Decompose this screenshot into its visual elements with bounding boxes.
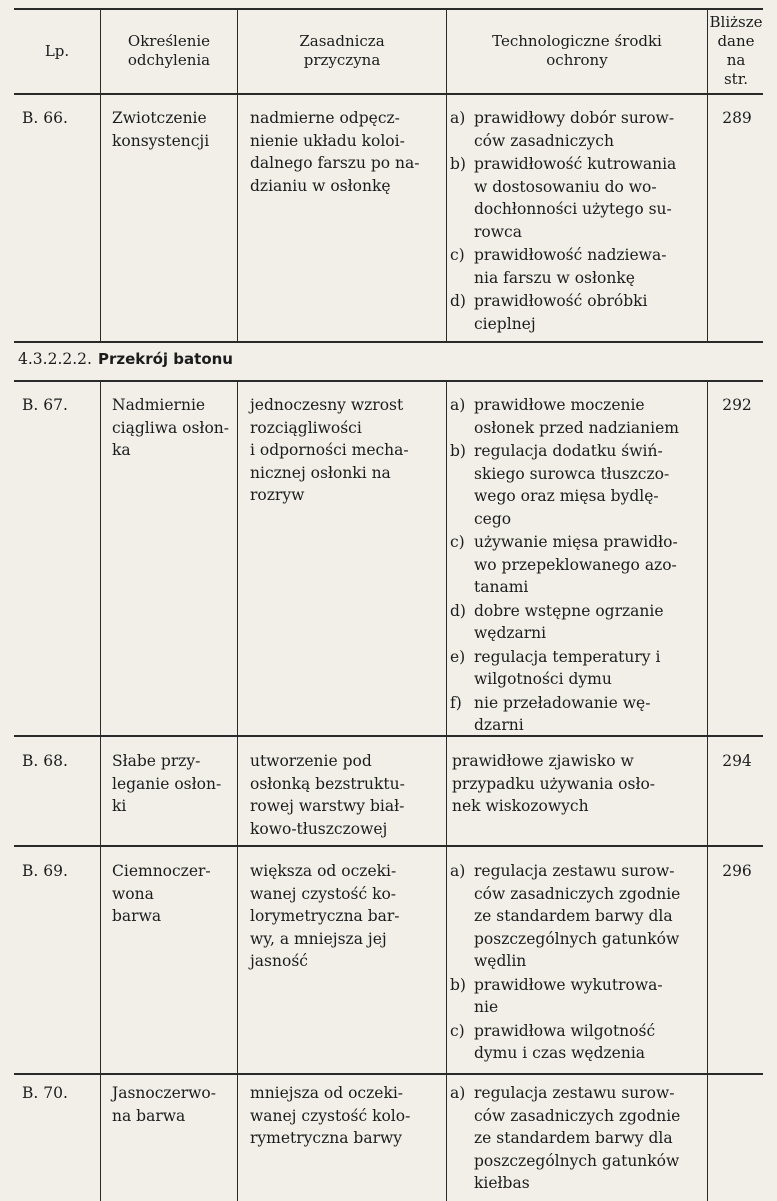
row-srodki-list: [450, 107, 705, 336]
item-text: regulacja dodatku świń- skiego surowca tłuszczo- wego oraz mięsa bydlę- cego: [474, 442, 670, 528]
list-item: [450, 600, 705, 645]
list-item: [450, 1020, 705, 1065]
row-srodki-list: [450, 1082, 705, 1196]
col-divider: [100, 381, 101, 1201]
item-letter: d): [450, 601, 466, 620]
list-item: [450, 646, 705, 691]
row-srodki-list: [450, 860, 705, 1066]
row-strona: 292: [722, 396, 752, 414]
item-letter: b): [450, 975, 466, 994]
col-divider: [446, 381, 447, 1201]
row-lp: B. 67.: [22, 396, 68, 414]
section-title: Przekrój batonu: [97, 350, 233, 368]
list-item: [450, 531, 705, 599]
item-letter: b): [450, 442, 466, 460]
row-przyczyna: większa od oczeki- wanej czystość ko- lorymetryczna bar- wy, a mniejsza jej jasność: [250, 862, 400, 970]
item-letter: a): [450, 396, 466, 414]
item-text: regulacja zestawu surow- ców zasadniczych zgodnie ze standardem barwy dla poszczególnych gatunków kiełbas: [474, 1084, 681, 1192]
item-text: prawidłowa wilgotność dymu i czas wędzenia: [474, 1021, 656, 1062]
header-przyczyna: Zasadnicza przyczyna: [299, 32, 385, 69]
col-divider: [237, 381, 238, 1201]
item-text: nie przeładowanie wę- dzarni: [474, 693, 651, 734]
col-divider: [707, 381, 708, 1201]
header-strona: Bliższe dane na str.: [709, 13, 763, 88]
item-letter: c): [450, 533, 465, 551]
list-item: [450, 153, 705, 243]
item-letter: c): [450, 246, 465, 264]
item-text: regulacja temperatury i wilgotności dymu: [474, 647, 661, 688]
row-srodki-text: prawidłowe zjawisko w przypadku używania osło- nek wiskozowych: [452, 752, 656, 815]
list-item: [450, 440, 705, 530]
row-przyczyna: jednoczesny wzrost rozciągliwości i odporności mecha- nicznej osłonki na rozryw: [250, 396, 409, 504]
header-odchylenie: Określenie odchylenia: [127, 32, 211, 69]
row-69-bottom-rule: [14, 1073, 763, 1075]
row-66-bottom-rule: [14, 341, 763, 343]
item-letter: d): [450, 292, 466, 310]
row-strona: 294: [722, 752, 752, 770]
row-odchylenie: Jasnoczerwo- na barwa: [112, 1084, 216, 1125]
item-letter: e): [450, 647, 466, 666]
header-srodki: Technologiczne środki ochrony: [492, 32, 662, 69]
list-item: [450, 1082, 705, 1195]
row-lp: B. 69.: [22, 862, 68, 880]
row-przyczyna: nadmierne odpęcz- nienie układu koloi- dalnego farszu po na- dzianiu w osłonkę: [250, 109, 420, 195]
item-letter: a): [450, 109, 466, 127]
row-strona: 289: [722, 109, 752, 127]
section-bottom-rule: [14, 380, 763, 382]
table-top-rule: [14, 8, 763, 10]
item-letter: f): [450, 693, 462, 712]
item-letter: a): [450, 862, 466, 880]
item-text: używanie mięsa prawidło- wo przepeklowanego azo- tanami: [474, 533, 678, 596]
section-number: 4.3.2.2.2.: [18, 350, 92, 368]
item-text: prawidłowość obróbki cieplnej: [474, 292, 648, 333]
item-text: prawidłowość nadziewa- nia farszu w osłonkę: [474, 246, 667, 287]
row-strona: 296: [722, 862, 752, 880]
row-68-bottom-rule: [14, 845, 763, 847]
row-odchylenie: Nadmiernie ciągliwa osłon- ka: [112, 396, 230, 459]
item-text: prawidłowe wykutrowa- nie: [474, 975, 663, 1016]
row-przyczyna: mniejsza od oczeki- wanej czystość kolo- rymetryczna barwy: [250, 1084, 411, 1147]
item-text: prawidłowość kutrowania w dostosowaniu do wo- dochłonności użytego su- rowca: [474, 155, 677, 241]
header-lp: Lp.: [44, 41, 70, 60]
row-lp: B. 66.: [22, 109, 68, 127]
item-letter: b): [450, 155, 466, 173]
list-item: [450, 974, 705, 1019]
list-item: [450, 860, 705, 973]
row-odchylenie: Słabe przy- leganie osłon- ki: [112, 752, 222, 815]
row-lp: B. 70.: [22, 1084, 68, 1102]
item-letter: a): [450, 1084, 466, 1102]
item-letter: c): [450, 1021, 465, 1040]
row-przyczyna: utworzenie pod osłonką bezstruktu- rowej warstwy biał- kowo-tłuszczowej: [250, 752, 405, 838]
header-bottom-rule: [14, 93, 763, 95]
list-item: [450, 394, 705, 439]
list-item: [450, 290, 705, 335]
list-item: [450, 692, 705, 737]
item-text: prawidłowe moczenie osłonek przed nadzianiem: [474, 396, 679, 437]
row-odchylenie: Ciemnoczer- wona barwa: [112, 862, 211, 925]
list-item: [450, 244, 705, 289]
row-odchylenie: Zwiotczenie konsystencji: [112, 109, 210, 150]
section-heading: [18, 350, 233, 368]
item-text: prawidłowy dobór surow- ców zasadniczych: [474, 109, 675, 150]
row-srodki-list: [450, 394, 705, 738]
row-lp: B. 68.: [22, 752, 68, 770]
item-text: regulacja zestawu surow- ców zasadniczych zgodnie ze standardem barwy dla poszczególnych gatunków wędlin: [474, 862, 681, 970]
list-item: [450, 107, 705, 152]
item-text: dobre wstępne ogrzanie wędzarni: [474, 601, 664, 642]
